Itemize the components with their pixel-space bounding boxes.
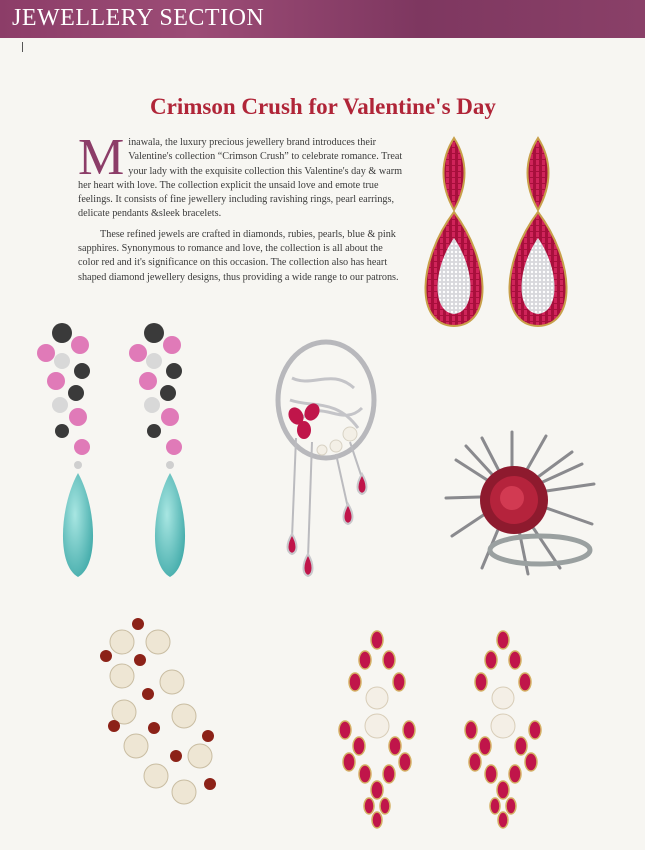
article-paragraph-1: inawala, the luxury precious jewellery brand introduces their Valentine's collection “Crimson Crush” to celebrate romance. Treat your lady with the exquisite collection this Valentine's day & warm her heart with love. The collection explicit the unsaid love and emote true feelings. It consists of fine jewellery including ravishing rings, pearl earrings, delicate pendants &sleek bracelets. [78,137,403,220]
page-tick-mark [22,42,23,52]
ruby-teardrop-earrings-photo [410,130,582,330]
section-label: JEWELLERY SECTION [12,5,265,31]
article-body [78,129,403,285]
diamond-floral-pendant-photo [262,338,384,586]
article-paragraph-2: These refined jewels are crafted in diamonds, rubies, pearls, blue & pink sapphires. Synonymous to romance and love, the collection is all about the color red and it's significance on this occasion. The collection also has heart shaped diamond jewellery designs, thus providing a wide range to our patrons. [78,228,399,283]
article-title: Crimson Crush for Valentine's Day [150,94,496,119]
dropcap: M [78,129,125,186]
ruby-pearl-chandelier-earrings-photo [325,630,560,830]
ruby-starburst-ring-photo [442,428,602,580]
flower-turquoise-earrings-photo [32,315,210,585]
section-header-band [0,0,645,38]
pearl-ruby-bracelet-photo [92,616,232,816]
